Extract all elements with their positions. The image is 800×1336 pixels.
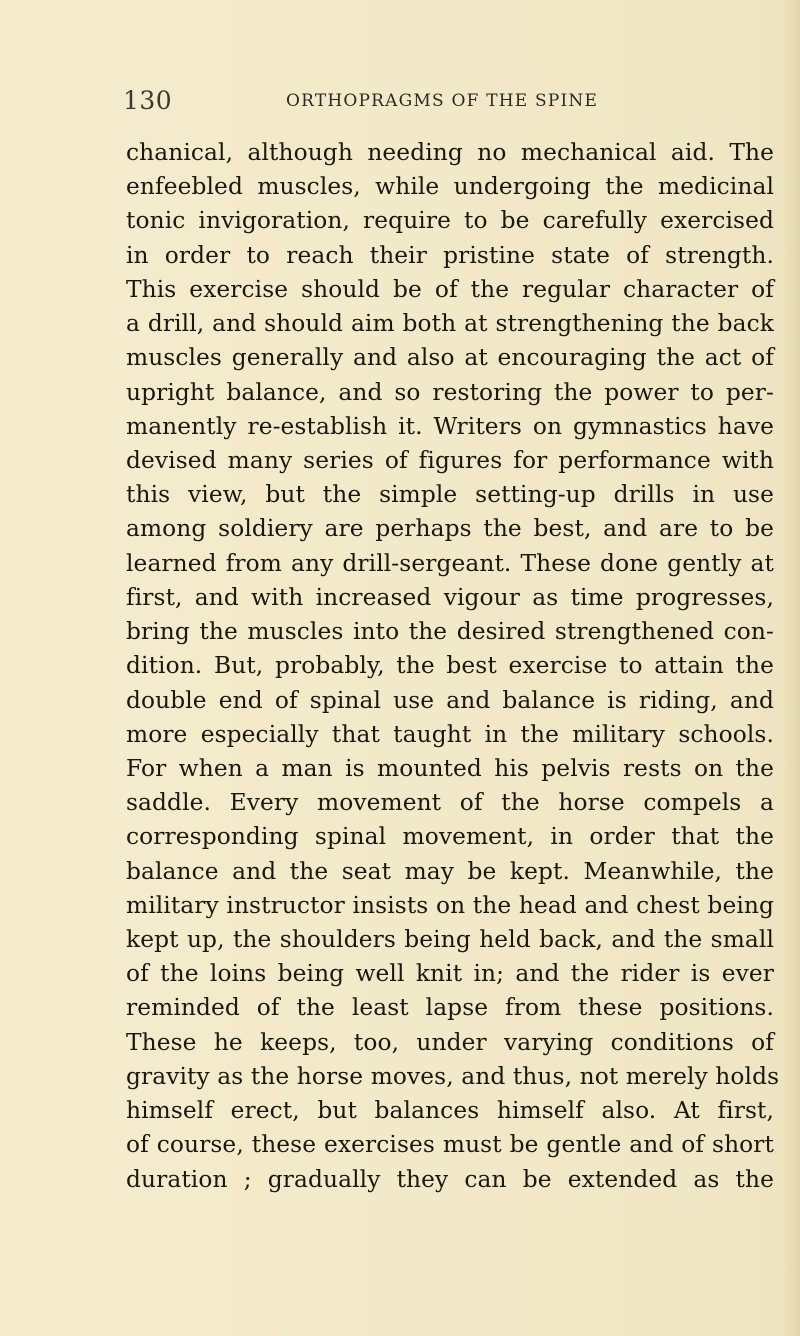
text-line: first, and with increased vigour as time progresses,	[126, 583, 774, 611]
text-line: of course, these exercises must be gentle and of short	[126, 1131, 774, 1159]
text-line: duration ; gradually they can be extended as the	[126, 1165, 774, 1193]
text-line: military instructor insists on the head and chest being	[126, 891, 774, 919]
text-line: double end of spinal use and balance is riding, and	[126, 686, 774, 714]
body-text	[126, 136, 780, 1197]
text-line: tonic invigoration, require to be carefully exercised	[126, 207, 774, 235]
text-line: muscles generally and also at encouraging the act of	[126, 344, 774, 372]
text-line: of the loins being well knit in; and the rider is ever	[126, 960, 774, 988]
text-line: more especially that taught in the military schools.	[126, 720, 774, 748]
page-header	[0, 84, 800, 120]
text-line: For when a man is mounted his pelvis rests on the	[126, 754, 774, 782]
text-line: manently re-establish it. Writers on gymnastics have	[126, 412, 774, 440]
text-line: learned from any drill-sergeant. These done gently at	[126, 549, 774, 577]
text-line: chanical, although needing no mechanical aid. The	[126, 139, 774, 166]
text-line: enfeebled muscles, while undergoing the medicinal	[126, 173, 774, 201]
text-line: devised many series of figures for performance with	[126, 446, 774, 474]
page-edge-shadow	[782, 0, 800, 1336]
text-line: saddle. Every movement of the horse compels a	[126, 789, 774, 817]
text-line: kept up, the shoulders being held back, and the small	[126, 926, 774, 954]
text-line: balance and the seat may be kept. Meanwhile, the	[126, 857, 774, 885]
text-line: corresponding spinal movement, in order that the	[126, 823, 774, 851]
text-line: upright balance, and so restoring the power to per-	[126, 378, 774, 406]
text-line: bring the muscles into the desired strengthened con-	[126, 618, 774, 646]
text-line: gravity as the horse moves, and thus, not merely holds	[126, 1062, 780, 1090]
text-line: These he keeps, too, under varying conditions of	[126, 1028, 774, 1056]
text-line: this view, but the simple setting-up drills in use	[126, 481, 774, 509]
text-line: This exercise should be of the regular character of	[126, 275, 774, 303]
page-number: 130	[123, 86, 173, 115]
running-head: ORTHOPRAGMS OF THE SPINE	[286, 91, 599, 111]
text-line: in order to reach their pristine state of strength.	[126, 241, 774, 269]
text-line: himself erect, but balances himself also. At first,	[126, 1097, 774, 1125]
text-line: a drill, and should aim both at strengthening the back	[126, 310, 774, 338]
text-line: reminded of the least lapse from these positions.	[126, 994, 774, 1022]
text-line: dition. But, probably, the best exercise to attain the	[126, 652, 774, 680]
text-line: among soldiery are perhaps the best, and are to be	[126, 515, 774, 543]
